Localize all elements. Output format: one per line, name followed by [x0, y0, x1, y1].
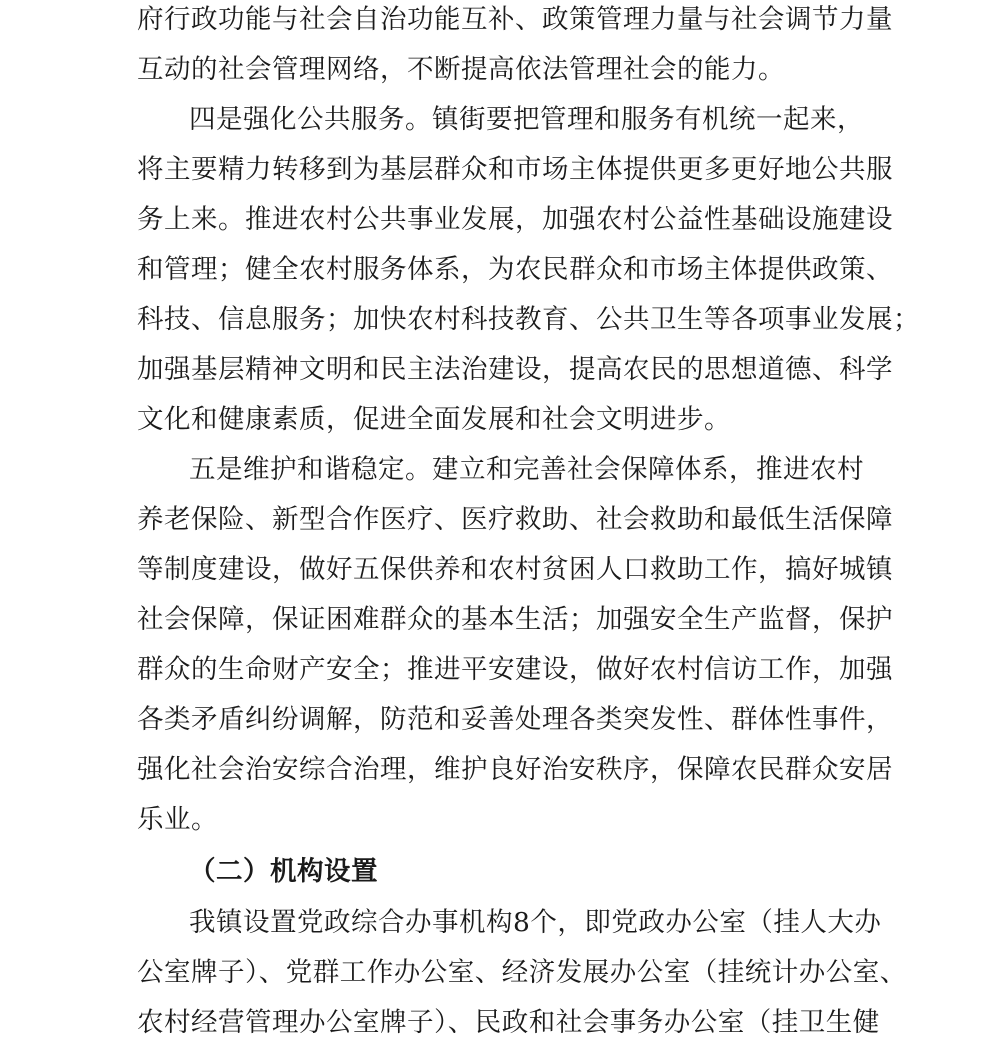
text-line: 科技、信息服务；加快农村科技教育、公共卫生等各项事业发展；	[137, 304, 920, 335]
text-line: 和管理；健全农村服务体系，为农民群众和市场主体提供政策、	[137, 254, 893, 285]
text-line: 将主要精力转移到为基层群众和市场主体提供更多更好地公共服	[137, 154, 893, 185]
paragraph-start-line: 四是强化公共服务。镇街要把管理和服务有机统一起来，	[189, 104, 864, 135]
text-line: 农村经营管理办公室牌子）、民政和社会事务办公室（挂卫生健	[137, 1007, 880, 1038]
text-line: 强化社会治安综合治理，维护良好治安秩序，保障农民群众安居	[137, 754, 893, 785]
text-line: 群众的生命财产安全；推进平安建设，做好农村信访工作，加强	[137, 654, 893, 685]
text-line: 各类矛盾纠纷调解，防范和妥善处理各类突发性、群体性事件，	[137, 704, 893, 735]
paragraph-start-line: 五是维护和谐稳定。建立和完善社会保障体系，推进农村	[189, 454, 864, 485]
text-line: 养老保险、新型合作医疗、医疗救助、社会救助和最低生活保障	[137, 504, 893, 535]
text-line: 文化和健康素质，促进全面发展和社会文明进步。	[137, 404, 731, 435]
text-line: 府行政功能与社会自治功能互补、政策管理力量与社会调节力量	[137, 4, 893, 35]
paragraph-start-line: 我镇设置党政综合办事机构8个，即党政办公室（挂人大办	[189, 907, 882, 938]
text-line: 公室牌子）、党群工作办公室、经济发展办公室（挂统计办公室、	[137, 957, 907, 988]
section-heading: （二）机构设置	[189, 856, 378, 887]
text-line: 等制度建设，做好五保供养和农村贫困人口救助工作，搞好城镇	[137, 554, 893, 585]
text-line: 乐业。	[137, 804, 218, 835]
text-line: 务上来。推进农村公共事业发展，加强农村公益性基础设施建设	[137, 204, 893, 235]
text-line: 社会保障，保证困难群众的基本生活；加强安全生产监督，保护	[137, 604, 893, 635]
text-line: 互动的社会管理网络，不断提高依法管理社会的能力。	[137, 54, 785, 85]
text-line: 加强基层精神文明和民主法治建设，提高农民的思想道德、科学	[137, 354, 893, 385]
